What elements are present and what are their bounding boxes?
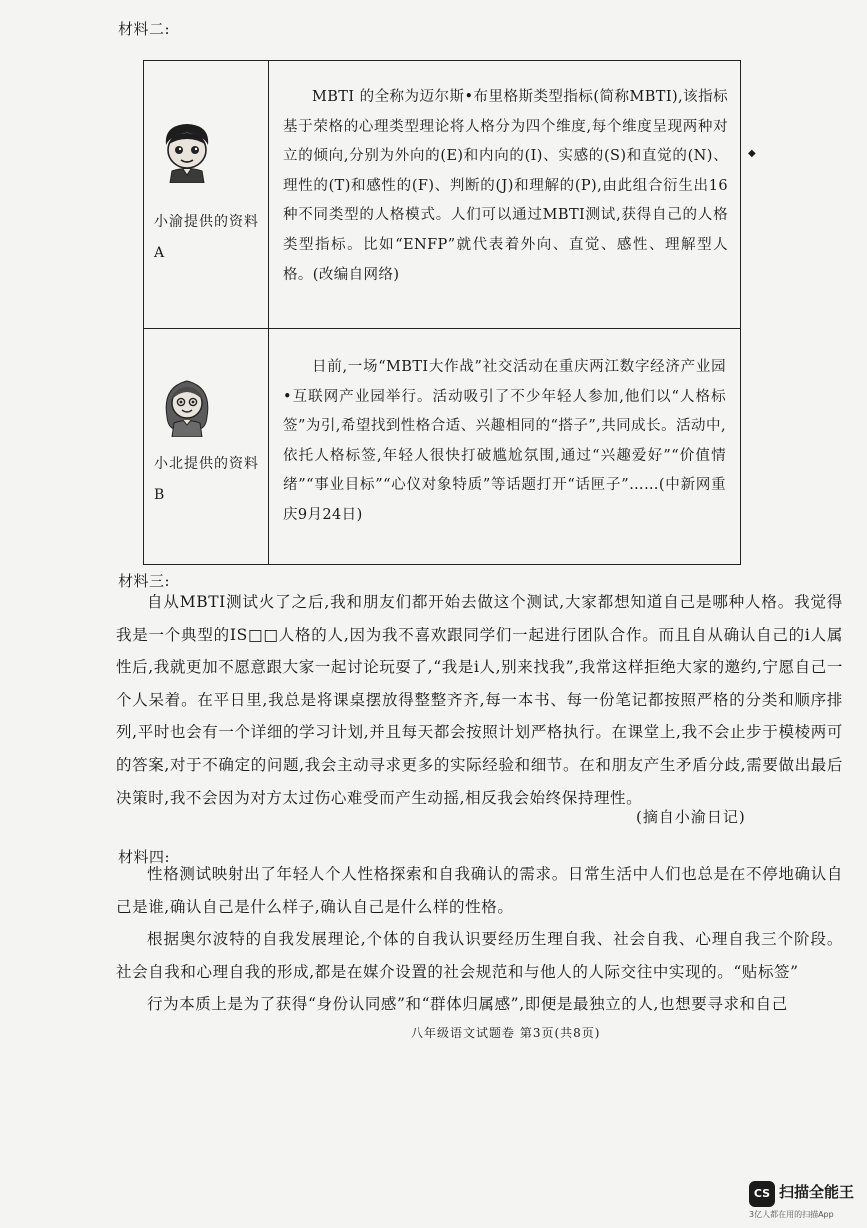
margin-arrow-mark: ◆ <box>748 148 756 159</box>
source-b-row <box>144 329 741 565</box>
source-a-content-cell <box>269 61 741 329</box>
material-three-heading: 材料三: <box>118 572 171 590</box>
material-four-paragraph-1: 性格测试映射出了年轻人个人性格探索和自我确认的需求。日常生活中人们也总是在不停地确认自己是谁,确认自己是什么样子,确认自己是什么样的性格。 <box>116 865 843 916</box>
source-b-label: 小北提供的资料B <box>154 456 259 503</box>
source-b-content-cell <box>269 329 741 565</box>
source-b-label-cell <box>144 329 269 565</box>
scanner-tagline: 3亿人都在用的扫描App <box>749 1210 834 1219</box>
camscanner-logo-icon: CS <box>749 1181 775 1207</box>
scanner-watermark-badge <box>749 1177 859 1221</box>
material-two-heading: 材料二: <box>118 20 171 38</box>
source-a-label: 小渝提供的资料A <box>154 214 259 261</box>
material-four-paragraph-3: 行为本质上是为了获得“身份认同感”和“群体归属感”,即便是最独立的人,也想要寻求和自己 <box>147 995 788 1014</box>
source-a-row <box>144 61 741 329</box>
source-b-text: 日前,一场“MBTI大作战”社交活动在重庆两江数字经济产业园•互联网产业园举行。活动吸引了不少年轻人参加,他们以“人格标签”为引,希望找到性格合适、兴趣相同的“搭子”,共同成长。活动中,依托人格标签,年轻人很快打破尴尬氛围,通过“兴趣爱好”“价值情绪”“事业目标”“心仪对象特质”等话题打开“话匣子”……(中新网重庆9月24日) <box>283 359 726 523</box>
material-four-paragraph-2: 根据奥尔波特的自我发展理论,个体的自我认识要经历生理自我、社会自我、心理自我三个阶段。社会自我和心理自我的形成,都是在媒介设置的社会规范和与他人的人际交往中实现的。“贴标签” <box>116 930 843 981</box>
source-a-label-cell <box>144 61 269 329</box>
material-four-heading: 材料四: <box>118 848 171 866</box>
material-three-body <box>116 586 843 814</box>
material-three-paragraph: 自从MBTI测试火了之后,我和朋友们都开始去做这个测试,大家都想知道自己是哪种人格。我觉得我是一个典型的IS□□人格的人,因为我不喜欢跟同学们一起进行团队合作。而且自从确认自己的i人属性后,我就更加不愿意跟大家一起讨论玩耍了,“我是i人,别来找我”,我常这样拒绝大家的邀约,宁愿自己一个人呆着。在平日里,我总是将课桌摆放得整整齐齐,每一本书、每一份笔记都按照严格的分类和顺序排列,平时也会有一个详细的学习计划,并且每天都会按照计划严格执行。在课堂上,我不会止步于模棱两可的答案,对于不确定的问题,我会主动寻求更多的实际经验和细节。在和朋友产生矛盾分歧,需要做出最后决策时,我不会因为对方太过伤心难受而产生动摇,相反我会始终保持理性。 <box>116 593 843 807</box>
material-four-body <box>116 858 843 1021</box>
page-footer: 八年级语文试题卷 第3页(共8页) <box>411 1026 601 1040</box>
source-a-text: MBTI 的全称为迈尔斯•布里格斯类型指标(简称MBTI),该指标基于荣格的心理类型理论将人格分为四个维度,每个维度呈现两种对立的倾向,分别为外向的(E)和内向的(I)、实感的(S)和直觉的(N)、理性的(T)和感性的(F)、判断的(J)和理解的(P),由此组合衍生出16种不同类型的人格模式。人们可以通过MBTI测试,获得自己的人格类型指标。比如“ENFP”就代表着外向、直觉、感性、理解型人格。(改编自网络) <box>283 89 728 283</box>
scanner-brand-name: 扫描全能王 <box>779 1183 855 1201</box>
materials-table <box>143 60 741 565</box>
boy-avatar-icon <box>158 119 216 183</box>
material-three-source: (摘自小渝日记) <box>636 808 746 826</box>
girl-avatar-icon <box>158 373 216 437</box>
